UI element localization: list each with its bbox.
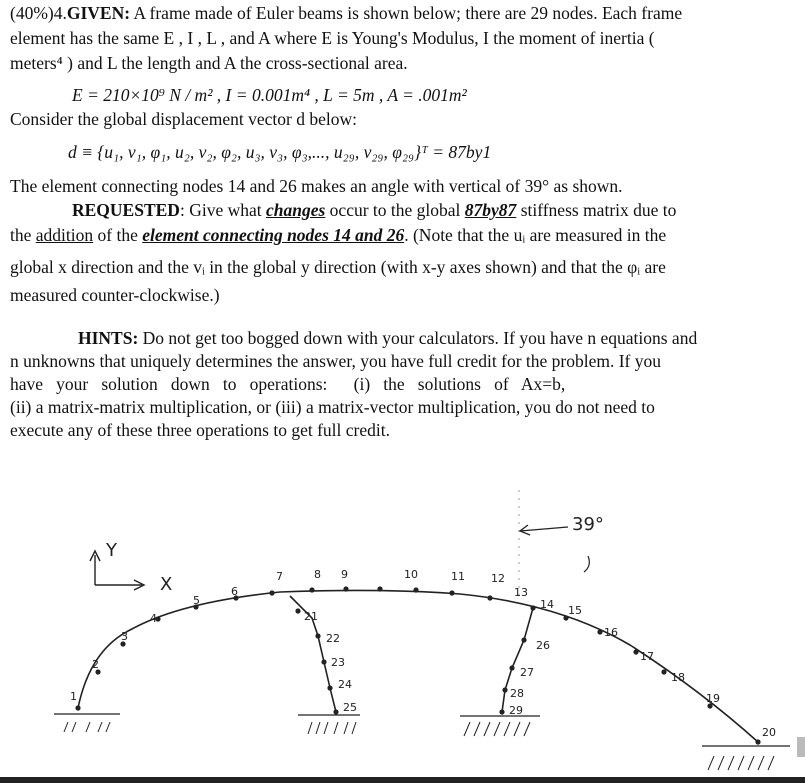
requested-addition: addition: [35, 225, 94, 245]
node-26: [521, 637, 526, 642]
requested-line-3: global x direction and the vᵢ in the global y direction (with x-y axes shown) and that the φᵢ are: [10, 257, 666, 277]
bottom-edge-bar: [0, 777, 805, 783]
node-label-9: 9: [341, 568, 348, 581]
scrollbar-thumb[interactable]: [797, 737, 805, 757]
node-12: [449, 590, 454, 595]
node-labels: [70, 568, 776, 739]
node-25: [333, 709, 338, 714]
requested-text-1c: stiffness matrix due to: [516, 200, 677, 220]
node-label-28: 28: [510, 687, 524, 700]
given-text-2: element has the same E , I , L , and A where E is Young's Modulus, I the moment of inertia (: [10, 28, 655, 48]
requested-element: element connecting nodes 14 and 26: [142, 225, 405, 245]
consider-line: Consider the global displacement vector d below:: [10, 109, 357, 129]
node-label-22: 22: [326, 632, 340, 645]
node-8: [309, 587, 314, 592]
problem-weight: (40%): [10, 3, 54, 23]
node-label-19: 19: [706, 692, 720, 705]
node-label-12: 12: [491, 572, 505, 585]
requested-label: REQUESTED: [72, 200, 180, 220]
requested-text-1a: : Give what: [179, 200, 266, 220]
angle-arc: [584, 556, 589, 572]
supports: [54, 714, 790, 746]
requested-matrix-size: 87by87: [464, 200, 517, 220]
node-label-16: 16: [604, 626, 618, 639]
hints-label: HINTS:: [78, 328, 139, 348]
node-28: [502, 687, 507, 692]
requested-text-2a: the: [10, 225, 36, 245]
node-18: [661, 669, 666, 674]
requested-text-1b: occur to the global: [325, 200, 465, 220]
node-label-29: 29: [509, 704, 523, 717]
node-7: [269, 590, 274, 595]
node-label-1: 1: [70, 690, 77, 703]
node-label-6: 6: [231, 585, 238, 598]
node-label-25: 25: [343, 701, 357, 714]
node-1: [75, 705, 80, 710]
support-hatching: [64, 722, 774, 770]
node-17: [633, 649, 638, 654]
node-label-26: 26: [536, 639, 550, 652]
angle-arrow-icon: [520, 525, 568, 535]
requested-text-2b: of the: [93, 225, 143, 245]
requested-line-4: measured counter-clockwise.): [10, 285, 220, 305]
requested-line-1: [72, 199, 797, 222]
problem-header-line: [10, 2, 797, 25]
node-label-27: 27: [520, 666, 534, 679]
node-label-5: 5: [193, 594, 200, 607]
node-label-2: 2: [92, 658, 99, 671]
given-text-3: meters⁴ ) and L the length and A the cross-sectional area.: [10, 53, 408, 73]
node-16: [597, 629, 602, 634]
node-label-7: 7: [276, 570, 283, 583]
given-label: GIVEN:: [66, 3, 131, 23]
frame-figure: [0, 490, 805, 783]
node-label-4: 4: [150, 612, 157, 625]
hints-line-5: execute any of these three operations to get full credit.: [10, 420, 390, 440]
node-11: [413, 587, 418, 592]
constants-line: E = 210×10⁹ N / m² , I = 0.001m⁴ , L = 5m , A = .001m²: [72, 85, 467, 105]
node-label-11: 11: [451, 570, 465, 583]
node-label-24: 24: [338, 678, 352, 691]
requested-text-2c: . (Note that the uᵢ are measured in the: [404, 225, 667, 245]
node-21: [295, 608, 300, 613]
node-20: [755, 739, 760, 744]
requested-changes: changes: [265, 200, 326, 220]
x-axis-label: X: [160, 574, 173, 595]
node-label-20: 20: [762, 726, 776, 739]
node-29: [499, 709, 504, 714]
node-10: [377, 586, 382, 591]
node-13: [487, 595, 492, 600]
node-label-18: 18: [671, 671, 685, 684]
xy-axes: [90, 551, 144, 590]
displacement-vector: d ≡ {u₁, v₁, φ₁, u₂, v₂, φ₂, u₃, v₃, φ₃,..., u₂₉, v₂₉, φ₂₉}ᵀ = 87by1: [68, 142, 492, 162]
node-label-23: 23: [331, 656, 345, 669]
node-label-3: 3: [121, 630, 128, 643]
node-label-17: 17: [640, 650, 654, 663]
node-label-21: 21: [304, 610, 318, 623]
requested-line-2: [10, 224, 797, 247]
node-label-15: 15: [568, 604, 582, 617]
node-14: [530, 605, 535, 610]
node-24: [327, 685, 332, 690]
hints-line-3: have your solution down to operations: (i) the solutions of Ax=b,: [10, 374, 566, 394]
angle-statement: The element connecting nodes 14 and 26 makes an angle with vertical of 39° as shown.: [10, 176, 623, 196]
node-23: [321, 659, 326, 664]
problem-number: 4.: [53, 3, 67, 23]
node-label-14: 14: [540, 598, 554, 611]
main-arch: [78, 590, 758, 742]
hints-line-4: (ii) a matrix-matrix multiplication, or (iii) a matrix-vector multiplication, you do not need to: [10, 397, 655, 417]
node-label-10: 10: [404, 568, 418, 581]
node-label-13: 13: [514, 586, 528, 599]
node-22: [315, 633, 320, 638]
given-text-1: A frame made of Euler beams is shown below; there are 29 nodes. Each frame: [130, 3, 683, 23]
node-9: [343, 586, 348, 591]
node-27: [509, 665, 514, 670]
node-label-8: 8: [314, 568, 321, 581]
hints-text-1: Do not get too bogged down with your calculators. If you have n equations and: [138, 328, 698, 348]
angle-label: 39°: [572, 514, 604, 535]
y-axis-label: Y: [106, 540, 117, 561]
hints-line-2: n unknowns that uniquely determines the answer, you have full credit for the problem. If you: [10, 351, 662, 371]
hints-line-1: [78, 327, 797, 350]
